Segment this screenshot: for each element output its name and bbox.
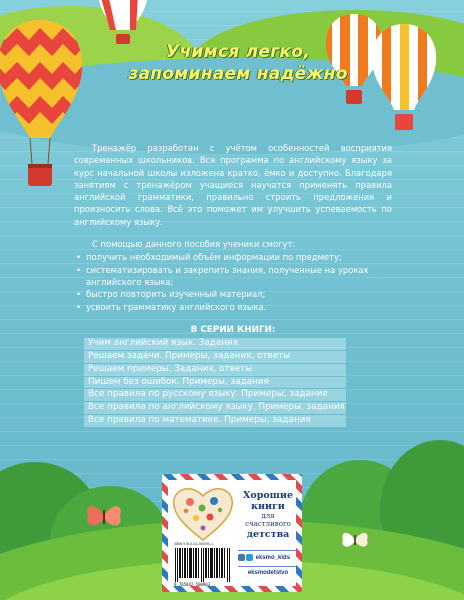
benefits-lead: С помощью данного пособия ученики смогут: — [92, 239, 296, 250]
social-icons — [238, 554, 254, 561]
list-item: • быстро повторить изученный материал; — [74, 288, 392, 300]
benefits-list — [74, 251, 392, 312]
list-item: Пишем без ошибок. Примеры, задания — [84, 377, 346, 389]
list-item: Все правила по русскому языку. Примеры, задания — [84, 389, 346, 401]
description-block — [74, 142, 392, 427]
isbn-text: ISBN 978-5-04-250090-1 — [174, 542, 214, 546]
vk-icon — [238, 554, 245, 561]
list-item: • усвоить грамматику английского языка. — [74, 301, 392, 313]
site-name: eksmodetstvo — [247, 570, 289, 576]
slogan-line-2: книги — [251, 501, 285, 512]
barcode-number: 9 785042 500903 — [174, 582, 211, 587]
social-handle-text: eksmo_kids — [255, 555, 291, 562]
social-handle — [238, 554, 298, 561]
list-item: • получить необходимый объём информации по предмету; — [74, 251, 392, 263]
list-item: Решаем примеры. Задания, ответы — [84, 364, 346, 376]
ok-icon — [246, 554, 253, 561]
title-line-2: запоминаем надёжно — [128, 64, 348, 84]
series-heading: В СЕРИИ КНИГИ: — [190, 324, 276, 335]
slogan-line-4: детства — [246, 528, 290, 540]
list-item: Все правила по английскому языку. Примеры, задания — [84, 402, 346, 414]
card-divider — [238, 566, 296, 567]
barcode-icon — [174, 548, 232, 582]
heart-logo-icon — [172, 484, 234, 542]
publisher-card — [162, 474, 302, 592]
butterfly-right-icon — [340, 528, 370, 552]
butterfly-left-icon — [84, 500, 124, 534]
slogan-line-3: для счастливого — [245, 512, 291, 529]
title-banner — [78, 36, 398, 92]
list-item: Решаем задачи. Примеры, задания, ответы — [84, 351, 346, 363]
title-line-1: Учимся легко, — [166, 42, 310, 62]
list-item: • систематизировать и закрепить знания, полученные на уроках английского языка; — [74, 264, 392, 289]
card-slogan — [238, 490, 298, 540]
series-list — [84, 338, 346, 427]
intro-paragraph: Тренажёр разработан с учётом особенностей восприятия современных школьников. Вся программа по английскому языку за курс начальной школы изложена кратко, ёмко и доступно. Благодаря занятиям с тренажёром учащиеся научатся применять правила английской грамматики, правильно строить предложения и произносить слова. Всё это поможет им улучшить успеваемость по английскому языку. — [74, 143, 392, 227]
card-divider — [238, 550, 296, 551]
list-item: Все правила по математике. Примеры, задания — [84, 415, 346, 427]
list-item: Учим английский язык. Задания — [84, 338, 346, 350]
slogan-line-1: Хорошие — [243, 490, 293, 501]
